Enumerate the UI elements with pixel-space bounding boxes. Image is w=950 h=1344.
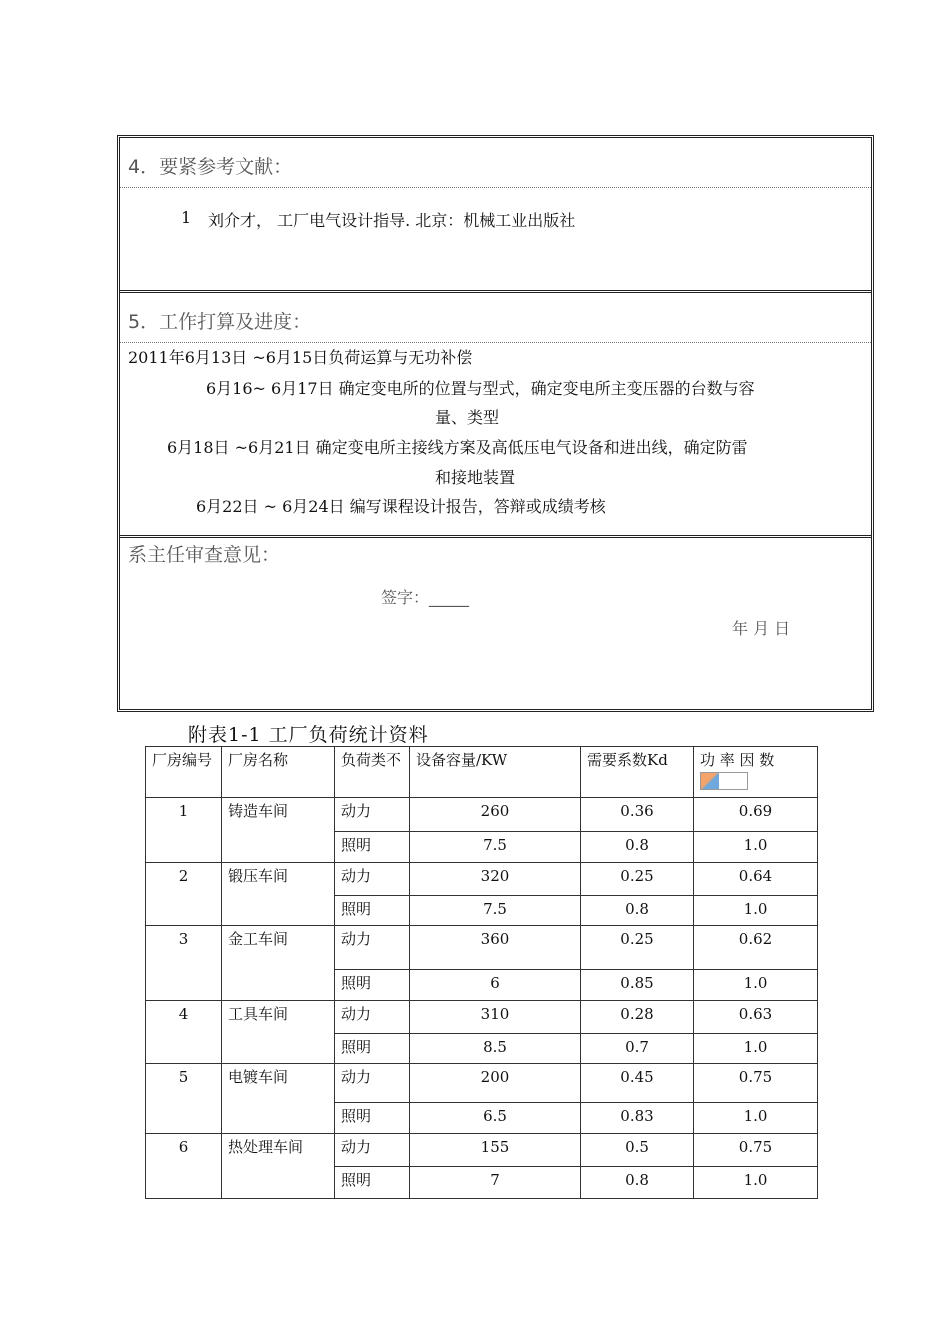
schedule-line-2b: 量、类型 [435,408,500,427]
table-cell: 电镀车间 [222,1064,335,1134]
table-cell: 0.8 [581,1167,694,1199]
table-cell: 动力 [335,1134,410,1167]
table-cell: 6.5 [410,1103,581,1134]
header-pf-cell [694,747,818,798]
broken-image-icon [700,772,748,790]
task-form [117,135,874,712]
section-divider [120,535,871,538]
table-cell: 8.5 [410,1034,581,1064]
table-cell: 7.5 [410,832,581,863]
table-cell: 锻压车间 [222,863,335,926]
table-cell: 0.75 [694,1064,818,1103]
section-divider [120,290,871,293]
review-heading: 系主任审查意见： [128,544,281,566]
schedule-line-1: 2011年6月13日 ~6月15日负荷运算与无功补偿 [128,348,473,367]
table-cell: 0.25 [581,926,694,970]
header-type: 负荷类不 [335,747,410,798]
table-cell: 照明 [335,1167,410,1199]
table-cell: 3 [146,926,222,1001]
table-cell: 动力 [335,798,410,832]
signature-field: 签字：_____ [381,588,470,607]
table-cell: 动力 [335,863,410,896]
table-cell: 0.62 [694,926,818,970]
table-cell: 6 [410,970,581,1001]
table-cell: 热处理车间 [222,1134,335,1199]
reference-number: 1 [181,208,192,227]
table-cell: 照明 [335,896,410,926]
table-cell: 320 [410,863,581,896]
table-cell: 1.0 [694,1103,818,1134]
table-cell: 5 [146,1064,222,1134]
table-cell: 照明 [335,970,410,1001]
table-cell: 2 [146,863,222,926]
table-cell: 1.0 [694,832,818,863]
table-cell: 0.75 [694,1134,818,1167]
table-cell: 0.7 [581,1034,694,1064]
reference-text: 刘介才， 工厂电气设计指导. 北京：机械工业出版社 [208,211,576,230]
table-cell: 260 [410,798,581,832]
table-cell: 1.0 [694,896,818,926]
header-name: 厂房名称 [222,747,335,798]
section5-heading: 5．工作打算及进度： [128,311,312,333]
table-row [146,798,818,832]
section4-heading: 4．要紧参考文献： [128,156,293,178]
table-cell: 0.45 [581,1064,694,1103]
table-cell: 7.5 [410,896,581,926]
schedule-line-2: 6月16~ 6月17日 确定变电所的位置与型式，确定变电所主变压器的台数与容 [206,379,755,398]
table-cell: 0.8 [581,832,694,863]
table-row [146,1001,818,1034]
table-cell: 1.0 [694,970,818,1001]
table-cell: 动力 [335,1001,410,1034]
table-cell: 0.28 [581,1001,694,1034]
table-cell: 360 [410,926,581,970]
table-cell: 0.69 [694,798,818,832]
table-row [146,863,818,896]
table-cell: 0.63 [694,1001,818,1034]
table-cell: 0.5 [581,1134,694,1167]
table-cell: 7 [410,1167,581,1199]
table-cell: 0.36 [581,798,694,832]
dotted-divider [120,342,871,343]
schedule-line-3: 6月18日 ~6月21日 确定变电所主接线方案及高低压电气设备和进出线，确定防雷 [167,438,748,457]
dotted-divider [120,187,871,188]
header-pf: 功 率 因 数 [700,751,775,769]
table-header-row [146,747,818,798]
table-cell: 动力 [335,926,410,970]
date-field: 年 月 日 [732,619,791,638]
table-row [146,1134,818,1167]
table-cell: 6 [146,1134,222,1199]
table-cell: 0.85 [581,970,694,1001]
table-cell: 动力 [335,1064,410,1103]
table-cell: 310 [410,1001,581,1034]
header-capacity: 设备容量/KW [410,747,581,798]
table-cell: 照明 [335,1103,410,1134]
table-cell: 1.0 [694,1034,818,1064]
table-row [146,1064,818,1103]
table-cell: 照明 [335,832,410,863]
schedule-line-4: 6月22日 ~ 6月24日 编写课程设计报告，答辩或成绩考核 [196,497,606,516]
table-cell: 4 [146,1001,222,1064]
table-cell: 0.25 [581,863,694,896]
table-cell: 200 [410,1064,581,1103]
load-statistics-table [145,746,818,1199]
table-cell: 0.8 [581,896,694,926]
table-cell: 1 [146,798,222,863]
table-cell: 1.0 [694,1167,818,1199]
header-no: 厂房编号 [146,747,222,798]
table-cell: 照明 [335,1034,410,1064]
header-kd: 需要系数Kd [581,747,694,798]
table-cell: 铸造车间 [222,798,335,863]
schedule-line-3b: 和接地装置 [435,468,516,487]
table-caption: 附表1-1 工厂负荷统计资料 [188,724,429,746]
table-cell: 0.64 [694,863,818,896]
table-cell: 155 [410,1134,581,1167]
table-cell: 工具车间 [222,1001,335,1064]
table-cell: 金工车间 [222,926,335,1001]
table-cell: 0.83 [581,1103,694,1134]
table-row [146,926,818,970]
